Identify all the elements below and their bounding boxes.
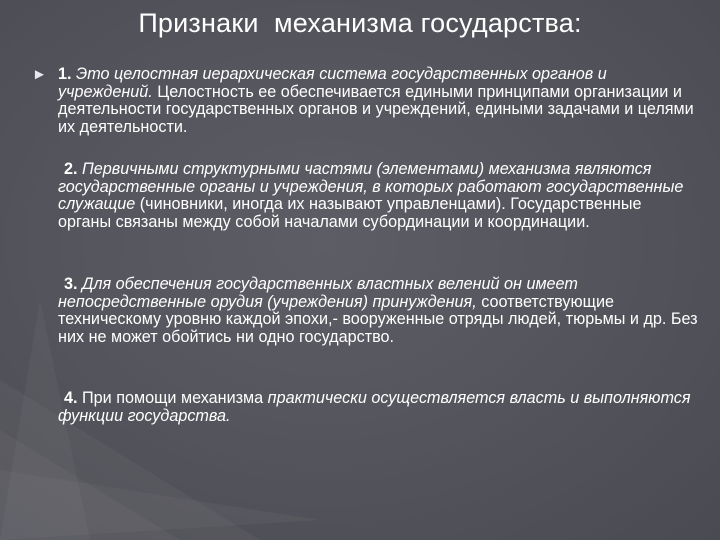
item-number: 3.	[64, 275, 78, 293]
list-item	[58, 276, 698, 346]
item-number: 2.	[64, 160, 78, 178]
item-text: Целостность ее обеспечивается едиными принципами организации и деятельности государственных органов и учреждений, едиными задачами и целями их деятельности.	[58, 82, 694, 136]
list-item	[58, 390, 698, 425]
list-item	[58, 161, 698, 231]
item-italic-text: Для обеспечения государственных властных велений он имеет непосредственные орудия (учреждения) принуждения,	[58, 275, 578, 311]
item-text: соответствующие техническому уровню каждой эпохи,- вооруженные отряды людей, тюрьмы и др. Без них не может обойтись ни одно государство.	[58, 292, 698, 346]
item-italic-text: практически осуществляется власть и выполняются функции государства.	[58, 389, 691, 425]
item-italic-text: Первичными структурными частями (элементами) механизма являются государственные органы и учреждения, в которых работают государственные служащие	[58, 160, 684, 213]
slide-title: Признаки механизма государства:	[138, 8, 582, 38]
item-number: 4.	[64, 389, 78, 407]
item-text: При помощи механизма	[77, 389, 268, 407]
list-item	[58, 66, 698, 136]
item-number: 1.	[58, 65, 72, 83]
item-text: (чиновники, иногда их называют управленцами). Государственные органы связаны между собой началами субординации и координации.	[58, 195, 642, 231]
bullet-arrow-icon: ►	[32, 66, 47, 83]
item-italic-text: Это целостная иерархическая система государственных органов и учреждений.	[58, 65, 607, 101]
